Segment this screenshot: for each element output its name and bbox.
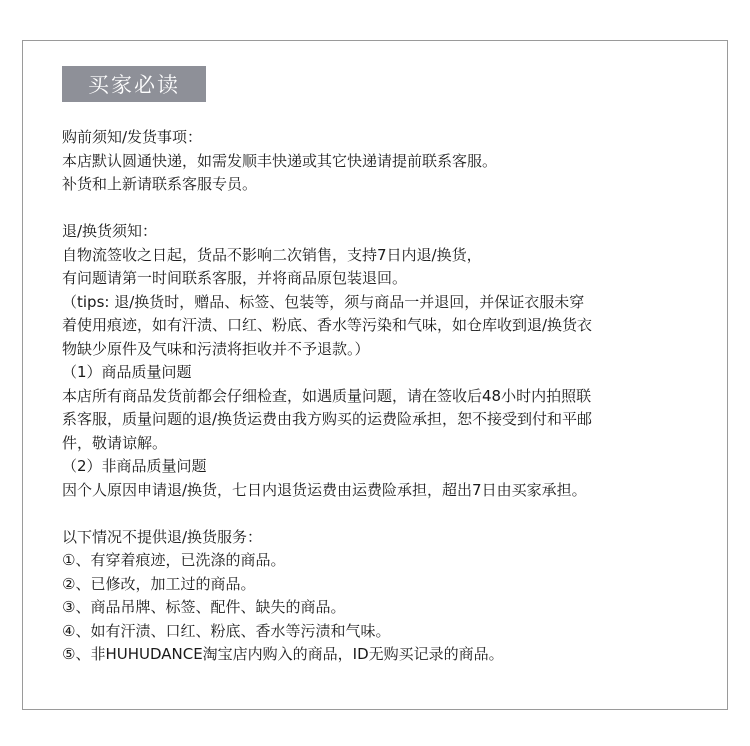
- quality-heading: （1）商品质量问题: [62, 363, 192, 381]
- pre-purchase-heading: 购前须知/发货事项：: [62, 128, 203, 146]
- tips-line: 着使用痕迹，如有汗渍、口红、粉底、香水等污染和气味，如仓库收到退/换货衣: [62, 316, 593, 334]
- quality-line: 件，敬请谅解。: [62, 433, 168, 452]
- exclusion-item: ③、商品吊牌、标签、配件、缺失的商品。: [62, 598, 346, 616]
- spacer: [62, 502, 712, 526]
- returns-line: 自物流签收之日起，货品不影响二次销售，支持7日内退/换货，: [62, 245, 482, 264]
- exclusion-item: ①、有穿着痕迹，已洗涤的商品。: [62, 551, 286, 569]
- returns-line: 有问题请第一时间联系客服，并将商品原包装退回。: [62, 269, 408, 287]
- page-title: 买家必读: [88, 73, 180, 97]
- title-badge: [62, 66, 206, 102]
- quality-line: 系客服，质量问题的退/换货运费由我方购买的运费险承担，恕不接受到付和平邮: [62, 410, 593, 428]
- exclusion-item: ⑤、非HUHUDANCE淘宝店内购入的商品，ID无购买记录的商品。: [62, 645, 504, 663]
- pre-purchase-line: 补货和上新请联系客服专员。: [62, 175, 258, 193]
- tips-line: （tips: 退/换货时，赠品、标签、包装等，须与商品一并退回，并保证衣服未穿: [62, 292, 585, 311]
- non-quality-line: 因个人原因申请退/换货，七日内退货运费由运费险承担，超出7日由买家承担。: [62, 480, 587, 499]
- tips-line: 物缺少原件及气味和污渍将拒收并不予退款。）: [62, 339, 370, 358]
- non-quality-heading: （2）非商品质量问题: [62, 457, 207, 475]
- exclusion-item: ②、已修改，加工过的商品。: [62, 574, 256, 593]
- notice-content: [62, 126, 712, 667]
- exclusion-item: ④、如有汗渍、口红、粉底、香水等污渍和气味。: [62, 621, 391, 640]
- spacer: [62, 197, 712, 221]
- exclusions-heading: 以下情况不提供退/换货服务：: [62, 527, 263, 546]
- quality-line: 本店所有商品发货前都会仔细检查，如遇质量问题，请在签收后48小时内拍照联: [62, 386, 592, 405]
- returns-heading: 退/换货须知：: [62, 222, 158, 240]
- pre-purchase-line: 本店默认圆通快递，如需发顺丰快递或其它快递请提前联系客服。: [62, 151, 498, 170]
